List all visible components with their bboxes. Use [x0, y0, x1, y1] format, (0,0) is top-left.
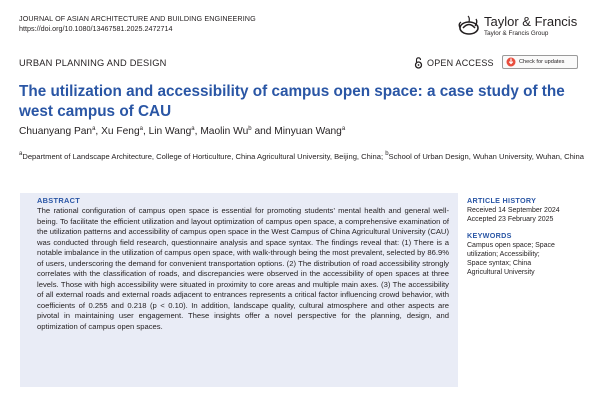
- publisher-logo: [457, 11, 587, 43]
- author-name[interactable]: Xu Feng: [101, 126, 140, 137]
- author-affiliation-mark: a: [139, 126, 143, 132]
- abstract-text: The rational configuration of campus open space is essential for promoting students’ mental health and general well-being. To facilitate the efficient utilization and layout optimization of campus open space, a comprehensive examination of the utilization patterns and accessibility of campus open space in the West Campus of China Agricultural University (CAU) was conducted through field research, questionnaire analysis and space syntax. The findings reveal that: (1) There is a notable imbalance in the utilization of campus open space, with walk-through being the most prevalent, selected by 86.9% of users, underscoring the demand for convenient transportation options. (2) The distribution of road accessibility strongly correlates with the classification of roads, and discrepancies were observed in the accessibility of open spaces at three levels. Those with high accessibility were situated in proximity to core areas and multiple main axes. (3) The accessibility of all external roads and external roads adjacent to entrances represents a critical factor influencing crowd behavior, with coefficients of 0.255 and 0.218 (p < 0.10). In addition, landscape quality, cultural atmosphere and other aspects are pivotal in maintaining user engagement. These insights offer a novel perspective for the planning, design, and optimization of campus open spaces.: [37, 206, 449, 332]
- keywords-line: Agricultural University: [467, 269, 535, 277]
- affiliation-mark: a: [19, 151, 23, 157]
- keywords-line: utilization; Accessibility;: [467, 250, 540, 258]
- check-for-updates-button[interactable]: [502, 55, 578, 69]
- author-name[interactable]: Lin Wang: [148, 126, 192, 137]
- open-access-label: OPEN ACCESS: [427, 57, 494, 68]
- author-separator: ,: [142, 126, 149, 137]
- affiliation-mark: b: [385, 151, 389, 157]
- author-affiliation-mark: b: [248, 126, 252, 132]
- open-access-badge: [414, 56, 494, 69]
- article-sidebar: [467, 196, 587, 278]
- article-history-heading: ARTICLE HISTORY: [467, 196, 537, 205]
- keywords-line: Space syntax; China: [467, 260, 532, 268]
- author-separator: ,: [95, 126, 102, 137]
- affiliations: [19, 152, 584, 163]
- author-affiliation-mark: a: [341, 126, 346, 132]
- author-list: [19, 125, 345, 138]
- author-name[interactable]: Maolin Wu: [200, 126, 249, 137]
- abstract-heading: ABSTRACT: [37, 196, 81, 205]
- section-label: URBAN PLANNING AND DESIGN: [19, 58, 167, 68]
- author-separator: ,: [194, 126, 201, 137]
- author-name[interactable]: Chuanyang Pan: [19, 126, 93, 137]
- accepted-date: Accepted 23 February 2025: [467, 216, 554, 224]
- publisher-lamp-icon: [457, 13, 481, 37]
- author-name[interactable]: Minyuan Wang: [274, 126, 342, 137]
- received-date: Received 14 September 2024: [467, 207, 560, 214]
- check-updates-icon: [506, 57, 516, 67]
- publisher-group: Taylor & Francis Group: [484, 30, 549, 37]
- article-title: The utilization and accessibility of campus open space: a case study of the west campus of CAU: [19, 83, 565, 120]
- open-lock-icon: [414, 57, 423, 69]
- author-affiliation-mark: a: [191, 126, 195, 132]
- author-separator: and: [251, 126, 275, 137]
- author-affiliation-mark: a: [92, 126, 96, 132]
- keywords-heading: KEYWORDS: [467, 230, 512, 240]
- keywords-line: Campus open space; Space: [467, 241, 555, 249]
- check-for-updates-label: Check for updates: [519, 59, 565, 65]
- affiliation-text: School of Urban Design, Wuhan University, Wuhan, China: [388, 152, 584, 161]
- doi-link[interactable]: https://doi.org/10.1080/13467581.2025.2472714: [19, 24, 173, 33]
- publisher-name: Taylor & Francis: [484, 14, 578, 29]
- affiliation-text: Department of Landscape Architecture, College of Horticulture, China Agricultural University, Beijing, China;: [22, 152, 386, 161]
- journal-name: JOURNAL OF ASIAN ARCHITECTURE AND BUILDING ENGINEERING: [19, 14, 256, 23]
